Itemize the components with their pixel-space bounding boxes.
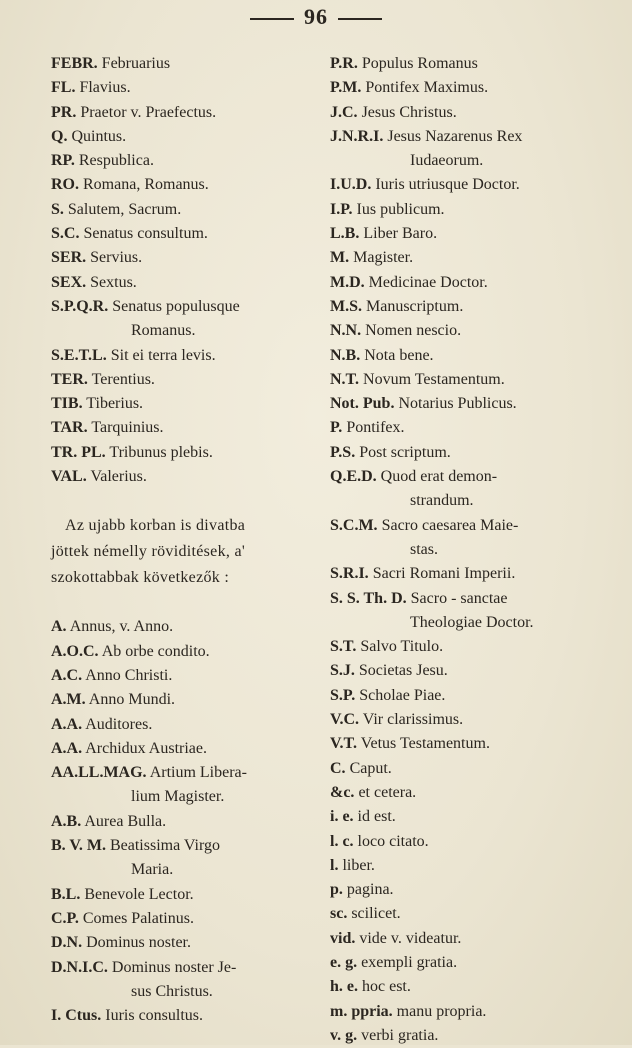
- abbreviation-entry: [330, 1024, 626, 1048]
- abbreviation: e. g.: [330, 953, 358, 971]
- abbreviation-entry: [330, 659, 626, 683]
- abbreviation: A.O.C.: [51, 642, 99, 660]
- abbreviation-entry: [51, 810, 313, 834]
- abbreviation-expansion: Vir clarissimus.: [362, 711, 464, 729]
- abbreviation-entry: [51, 441, 313, 465]
- abbreviation-entry: [330, 854, 626, 878]
- abbreviation: L.B.: [330, 225, 360, 243]
- abbreviation-expansion: Caput.: [349, 759, 392, 777]
- section-gap: [51, 591, 313, 615]
- abbreviation-expansion: Pontifex.: [346, 419, 405, 437]
- abbreviation-expansion: exempli gratia.: [361, 953, 458, 971]
- abbreviation-entry: [330, 416, 626, 440]
- abbreviation-expansion: Manuscriptum.: [366, 297, 464, 315]
- abbreviation: A.M.: [51, 691, 86, 709]
- abbreviation: v. g.: [330, 1026, 358, 1044]
- abbreviation: S.: [51, 200, 64, 218]
- abbreviation: I.P.: [330, 200, 353, 218]
- abbreviation: N.T.: [330, 370, 360, 388]
- abbreviation-entry: [330, 319, 626, 343]
- expansion-continuation: Theologiae Doctor.: [410, 613, 534, 631]
- abbreviation-entry: [330, 101, 626, 125]
- abbreviation: SER.: [51, 249, 87, 267]
- abbreviation: P.S.: [330, 443, 356, 461]
- abbreviation: J.N.R.I.: [330, 127, 384, 145]
- abbreviation: S.R.I.: [330, 565, 369, 583]
- abbreviation-expansion: Artium Libera-: [149, 764, 247, 782]
- abbreviation-expansion: Novum Testamentum.: [363, 370, 505, 388]
- abbreviation-entry: [330, 76, 626, 100]
- abbreviation: N.B.: [330, 346, 361, 364]
- abbreviation-expansion: verbi gratia.: [361, 1026, 439, 1044]
- abbreviation: A.B.: [51, 812, 82, 830]
- abbreviation-entry: [51, 688, 313, 712]
- abbreviation-expansion: Salutem, Sacrum.: [67, 200, 182, 218]
- abbreviation: RP.: [51, 152, 75, 170]
- abbreviation: J.C.: [330, 103, 358, 121]
- abbreviation-entry: [51, 1004, 313, 1028]
- abbreviation-expansion: Nomen nescio.: [365, 322, 462, 340]
- abbreviation: I.U.D.: [330, 176, 372, 194]
- abbreviation-entry: [51, 149, 313, 173]
- expansion-continuation: strandum.: [410, 492, 474, 510]
- expansion-continuation: sus Christus.: [131, 982, 213, 1000]
- abbreviation-list-modern-continued: [330, 52, 626, 1048]
- abbreviation-expansion: Senatus populusque: [112, 297, 240, 315]
- abbreviation-entry: [330, 927, 626, 951]
- abbreviation-entry: [330, 684, 626, 708]
- abbreviation: TER.: [51, 370, 88, 388]
- abbreviation: P.M.: [330, 79, 362, 97]
- abbreviation-entry: [51, 101, 313, 125]
- abbreviation: A.A.: [51, 739, 83, 757]
- abbreviation: FEBR.: [51, 55, 98, 72]
- abbreviation-expansion: Auditores.: [85, 715, 153, 733]
- abbreviation-expansion: Annus, v. Anno.: [69, 618, 174, 636]
- abbreviation-entry: [330, 975, 626, 999]
- expansion-continuation: Maria.: [131, 861, 174, 879]
- abbreviation-entry: [51, 76, 313, 100]
- intro-line: szokottabbak következők :: [51, 569, 230, 587]
- abbreviation-expansion: Respublica.: [78, 152, 154, 170]
- abbreviation-expansion: Iuris utriusque Doctor.: [375, 176, 520, 194]
- abbreviation: i. e.: [330, 808, 354, 826]
- abbreviation-entry: [330, 878, 626, 902]
- abbreviation-expansion: Flavius.: [79, 79, 131, 97]
- abbreviation-entry: [51, 465, 313, 489]
- abbreviation-expansion: loco citato.: [357, 832, 429, 850]
- abbreviation-expansion: id est.: [357, 808, 396, 826]
- abbreviation: Q.: [51, 127, 68, 145]
- abbreviation-expansion: Comes Palatinus.: [82, 909, 194, 927]
- abbreviation-expansion: Jesus Nazarenus Rex: [387, 127, 523, 145]
- abbreviation: PR.: [51, 103, 77, 121]
- abbreviation-entry: [330, 173, 626, 197]
- abbreviation-list-classical: [51, 52, 313, 489]
- abbreviation-expansion: Sacri Romani Imperii.: [372, 565, 516, 583]
- abbreviation: S.P.Q.R.: [51, 297, 109, 315]
- abbreviation-entry: [330, 246, 626, 270]
- abbreviation-entry: [51, 761, 313, 810]
- abbreviation-expansion: Februarius: [101, 55, 171, 72]
- abbreviation: FL.: [51, 79, 76, 97]
- intro-line: Az ujabb korban is divatba: [65, 517, 246, 535]
- abbreviation-entry: [51, 615, 313, 639]
- abbreviation-entry: [330, 757, 626, 781]
- abbreviation: N.N.: [330, 322, 362, 340]
- abbreviation-entry: [330, 465, 626, 514]
- abbreviation-entry: [51, 271, 313, 295]
- abbreviation: VAL.: [51, 468, 87, 486]
- abbreviation-expansion: Scholae Piae.: [359, 686, 446, 704]
- abbreviation-expansion: hoc est.: [362, 978, 411, 996]
- abbreviation-expansion: Salvo Titulo.: [360, 638, 444, 656]
- abbreviation-expansion: manu propria.: [396, 1002, 487, 1020]
- abbreviation: C.: [330, 759, 346, 777]
- abbreviation-entry: [330, 271, 626, 295]
- abbreviation-expansion: Sextus.: [90, 273, 137, 291]
- abbreviation-expansion: Senatus consultum.: [83, 225, 208, 243]
- abbreviation-entry: [330, 368, 626, 392]
- abbreviation-expansion: Terentius.: [91, 370, 155, 388]
- abbreviation: AA.LL.MAG.: [51, 764, 147, 782]
- abbreviation-expansion: Beatissima Virgo: [109, 837, 220, 855]
- abbreviation-entry: [51, 344, 313, 368]
- abbreviation-entry: [51, 173, 313, 197]
- abbreviation-expansion: Valerius.: [90, 468, 147, 486]
- abbreviation-expansion: Sacro - sanctae: [410, 589, 508, 607]
- abbreviation: TIB.: [51, 395, 83, 413]
- abbreviation: S.C.M.: [330, 516, 378, 534]
- abbreviation-entry: [330, 951, 626, 975]
- abbreviation-expansion: Anno Mundi.: [88, 691, 176, 709]
- left-column: [51, 52, 313, 1028]
- abbreviation-expansion: Pontifex Maximus.: [365, 79, 489, 97]
- abbreviation: V.T.: [330, 735, 357, 753]
- abbreviation-expansion: et cetera.: [358, 783, 417, 801]
- abbreviation-entry: [51, 834, 313, 883]
- abbreviation: TR. PL.: [51, 443, 106, 461]
- abbreviation-expansion: Tribunus plebis.: [109, 443, 213, 461]
- abbreviation-expansion: Ius publicum.: [356, 200, 445, 218]
- abbreviation-expansion: Servius.: [90, 249, 143, 267]
- abbreviation-expansion: Ab orbe condito.: [101, 642, 210, 660]
- abbreviation: l.: [330, 856, 339, 874]
- abbreviation: S.C.: [51, 225, 80, 243]
- abbreviation: SEX.: [51, 273, 87, 291]
- abbreviation: P.R.: [330, 55, 358, 72]
- intro-paragraph: [51, 513, 313, 591]
- abbreviation-expansion: pagina.: [346, 881, 394, 899]
- abbreviation-expansion: Magister.: [353, 249, 414, 267]
- abbreviation-entry: [330, 441, 626, 465]
- abbreviation-entry: [330, 635, 626, 659]
- abbreviation-expansion: Dominus noster Je-: [111, 958, 237, 976]
- abbreviation-entry: [51, 416, 313, 440]
- abbreviation-entry: [51, 640, 313, 664]
- abbreviation-expansion: Vetus Testamentum.: [360, 735, 490, 753]
- expansion-continuation: Iudaeorum.: [410, 152, 484, 170]
- expansion-continuation: Romanus.: [131, 322, 196, 340]
- abbreviation-expansion: Anno Christi.: [85, 666, 173, 684]
- abbreviation: &c.: [330, 783, 355, 801]
- abbreviation-entry: [330, 392, 626, 416]
- abbreviation-expansion: Aurea Bulla.: [84, 812, 167, 830]
- abbreviation-entry: [51, 246, 313, 270]
- abbreviation: l. c.: [330, 832, 354, 850]
- abbreviation-entry: [51, 713, 313, 737]
- abbreviation: M.S.: [330, 297, 362, 315]
- abbreviation-expansion: Liber Baro.: [363, 225, 438, 243]
- abbreviation-entry: [51, 392, 313, 416]
- page-header: [0, 4, 632, 30]
- abbreviation-entry: [51, 222, 313, 246]
- abbreviation-entry: [51, 368, 313, 392]
- abbreviation: Q.E.D.: [330, 468, 377, 486]
- abbreviation: M.: [330, 249, 350, 267]
- section-gap: [51, 489, 313, 513]
- abbreviation-expansion: liber.: [342, 856, 375, 874]
- abbreviation: B. V. M.: [51, 837, 106, 855]
- abbreviation-expansion: Jesus Christus.: [361, 103, 457, 121]
- abbreviation-entry: [51, 664, 313, 688]
- abbreviation-entry: [330, 125, 626, 174]
- abbreviation-entry: [330, 198, 626, 222]
- abbreviation-entry: [330, 222, 626, 246]
- abbreviation: S. S. Th. D.: [330, 589, 407, 607]
- abbreviation: Not. Pub.: [330, 395, 395, 413]
- abbreviation-entry: [330, 1000, 626, 1024]
- abbreviation-entry: [330, 732, 626, 756]
- abbreviation: D.N.: [51, 934, 83, 952]
- abbreviation-entry: [51, 931, 313, 955]
- abbreviation-expansion: Sit ei terra levis.: [110, 346, 216, 364]
- abbreviation-entry: [330, 781, 626, 805]
- abbreviation-entry: [330, 587, 626, 636]
- abbreviation-expansion: Notarius Publicus.: [398, 395, 517, 413]
- abbreviation-expansion: vide v. videatur.: [359, 929, 462, 947]
- abbreviation-expansion: Sacro caesarea Maie-: [381, 516, 519, 534]
- abbreviation: S.E.T.L.: [51, 346, 107, 364]
- abbreviation-entry: [51, 956, 313, 1005]
- abbreviation: A.: [51, 618, 67, 636]
- abbreviation-expansion: Iuris consultus.: [105, 1007, 204, 1025]
- abbreviation-expansion: Societas Jesu.: [358, 662, 448, 680]
- right-column: [330, 52, 626, 1048]
- abbreviation-list-modern: [51, 615, 313, 1028]
- abbreviation-entry: [51, 883, 313, 907]
- abbreviation-expansion: Post scriptum.: [359, 443, 451, 461]
- abbreviation-expansion: Archidux Austriae.: [85, 739, 207, 757]
- abbreviation-entry: [51, 125, 313, 149]
- abbreviation-expansion: Benevole Lector.: [84, 885, 194, 903]
- abbreviation: D.N.I.C.: [51, 958, 108, 976]
- abbreviation-expansion: Tiberius.: [86, 395, 144, 413]
- abbreviation-expansion: Quintus.: [71, 127, 127, 145]
- abbreviation: C.P.: [51, 909, 79, 927]
- abbreviation-expansion: Tarquinius.: [91, 419, 164, 437]
- expansion-continuation: stas.: [410, 540, 438, 558]
- abbreviation: V.C.: [330, 711, 360, 729]
- expansion-continuation: lium Magister.: [131, 788, 225, 806]
- abbreviation-entry: [330, 514, 626, 563]
- abbreviation-entry: [330, 708, 626, 732]
- abbreviation: RO.: [51, 176, 79, 194]
- abbreviation-expansion: Populus Romanus: [361, 55, 478, 72]
- abbreviation-entry: [51, 52, 313, 76]
- abbreviation: A.C.: [51, 666, 83, 684]
- abbreviation: TAR.: [51, 419, 88, 437]
- abbreviation: B.L.: [51, 885, 81, 903]
- abbreviation-entry: [330, 830, 626, 854]
- abbreviation-entry: [330, 295, 626, 319]
- abbreviation: sc.: [330, 905, 348, 923]
- abbreviation-entry: [330, 344, 626, 368]
- abbreviation-entry: [51, 295, 313, 344]
- header-rule-left: [250, 18, 294, 20]
- abbreviation-entry: [51, 907, 313, 931]
- abbreviation-entry: [330, 562, 626, 586]
- abbreviation: A.A.: [51, 715, 83, 733]
- abbreviation: S.T.: [330, 638, 357, 656]
- abbreviation-expansion: Medicinae Doctor.: [368, 273, 488, 291]
- abbreviation: m. ppria.: [330, 1002, 393, 1020]
- abbreviation-entry: [51, 198, 313, 222]
- abbreviation: P.: [330, 419, 343, 437]
- abbreviation-expansion: Nota bene.: [364, 346, 434, 364]
- header-rule-right: [338, 18, 382, 20]
- abbreviation: S.J.: [330, 662, 355, 680]
- abbreviation-entry: [330, 902, 626, 926]
- abbreviation-entry: [51, 737, 313, 761]
- abbreviation: h. e.: [330, 978, 358, 996]
- abbreviation: M.D.: [330, 273, 365, 291]
- page-number: 96: [304, 4, 328, 29]
- abbreviation-entry: [330, 52, 626, 76]
- abbreviation-expansion: scilicet.: [351, 905, 401, 923]
- abbreviation-expansion: Romana, Romanus.: [83, 176, 209, 194]
- abbreviation-expansion: Dominus noster.: [86, 934, 191, 952]
- abbreviation-expansion: Praetor v. Praefectus.: [80, 103, 217, 121]
- intro-line: jöttek némelly röviditések, a': [51, 543, 246, 561]
- abbreviation: p.: [330, 881, 343, 899]
- abbreviation-expansion: Quod erat demon-: [380, 468, 498, 486]
- abbreviation: S.P.: [330, 686, 356, 704]
- abbreviation: I. Ctus.: [51, 1007, 102, 1025]
- abbreviation-entry: [330, 805, 626, 829]
- abbreviation: vid.: [330, 929, 356, 947]
